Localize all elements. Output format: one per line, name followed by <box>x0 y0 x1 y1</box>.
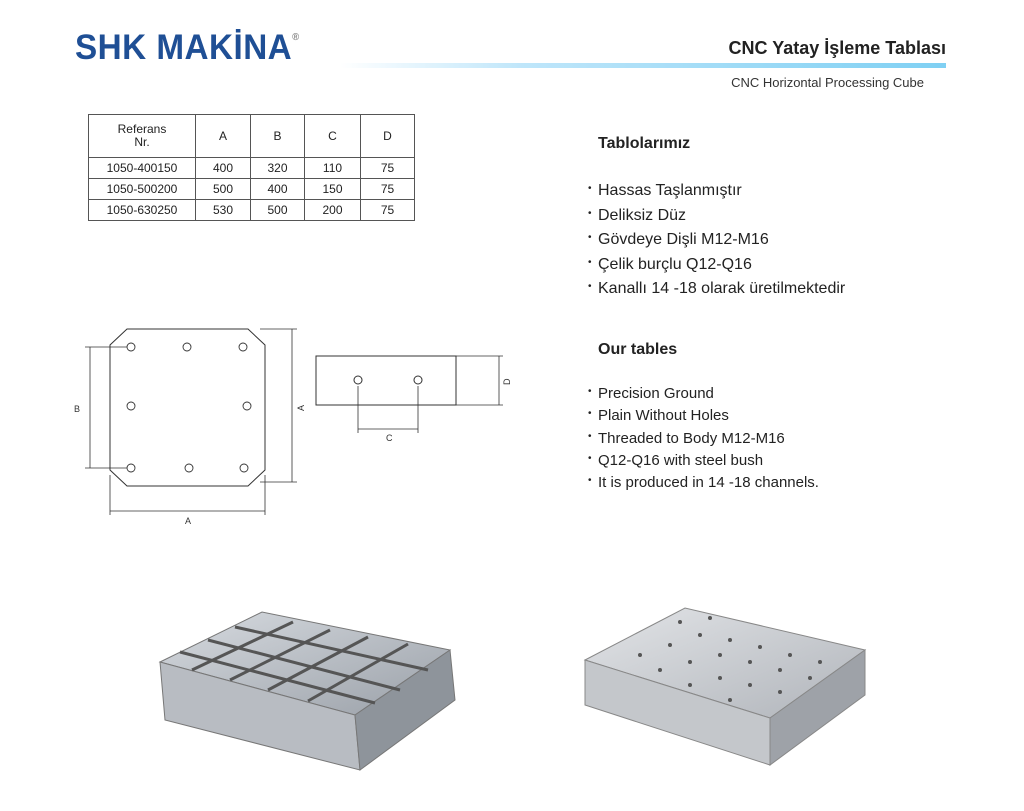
cell: 75 <box>361 179 415 200</box>
list-item: • Plain Without Holes <box>588 407 819 429</box>
hole-markers <box>127 343 251 472</box>
list-item: • Deliksiz Düz <box>588 207 845 232</box>
header-d: D <box>361 115 415 158</box>
cell: 200 <box>305 200 361 221</box>
cell: 1050-630250 <box>89 200 196 221</box>
english-heading: Our tables <box>598 341 678 358</box>
label-d: D <box>502 378 512 385</box>
table-header-row <box>89 115 415 158</box>
list-item: • Kanallı 14 -18 olarak üretilmektedir <box>588 280 845 305</box>
list-item: • Threaded to Body M12-M16 <box>588 430 819 452</box>
turkish-feature-list <box>588 182 845 305</box>
table-row <box>89 158 415 179</box>
brand-logo <box>75 28 300 68</box>
list-item: • It is produced in 14 -18 channels. <box>588 474 819 496</box>
cell: 500 <box>196 179 251 200</box>
cell: 400 <box>196 158 251 179</box>
list-item: • Gövdeye Dişli M12-M16 <box>588 231 845 256</box>
cell: 400 <box>251 179 305 200</box>
header-gradient-line <box>340 63 946 68</box>
cell: 150 <box>305 179 361 200</box>
cell: 320 <box>251 158 305 179</box>
english-feature-list <box>588 385 819 496</box>
table-row <box>89 200 415 221</box>
list-item: • Precision Ground <box>588 385 819 407</box>
plain-table-photo <box>580 600 880 780</box>
cell: 500 <box>251 200 305 221</box>
list-item: • Q12-Q16 with steel bush <box>588 452 819 474</box>
list-item: • Çelik burçlu Q12-Q16 <box>588 256 845 281</box>
header-ref-line2: Nr. <box>134 135 150 149</box>
top-view-outline <box>110 329 265 486</box>
cell: 530 <box>196 200 251 221</box>
table-row <box>89 179 415 200</box>
label-c: C <box>386 433 393 443</box>
page-subtitle: CNC Horizontal Processing Cube <box>731 75 924 90</box>
side-view-outline <box>316 356 456 405</box>
header-b: B <box>251 115 305 158</box>
page-title: CNC Yatay İşleme Tablası <box>728 38 946 58</box>
header-c: C <box>305 115 361 158</box>
registered-mark: ® <box>292 32 300 43</box>
label-a-bottom: A <box>185 516 192 526</box>
label-a-right: A <box>296 404 306 411</box>
technical-drawing <box>0 300 560 540</box>
header-ref-line1: Referans <box>117 122 167 136</box>
t-slot-table-photo <box>150 600 470 775</box>
cell: 75 <box>361 158 415 179</box>
label-b: B <box>74 404 81 414</box>
cell: 75 <box>361 200 415 221</box>
header-ref <box>89 115 196 158</box>
cell: 1050-400150 <box>89 158 196 179</box>
cell: 110 <box>305 158 361 179</box>
cell: 1050-500200 <box>89 179 196 200</box>
brand-name: SHK MAKİNA <box>75 28 293 67</box>
dimensions-table <box>88 114 415 221</box>
header-a: A <box>196 115 251 158</box>
list-item: • Hassas Taşlanmıştır <box>588 182 845 207</box>
turkish-heading: Tablolarımız <box>598 135 691 152</box>
